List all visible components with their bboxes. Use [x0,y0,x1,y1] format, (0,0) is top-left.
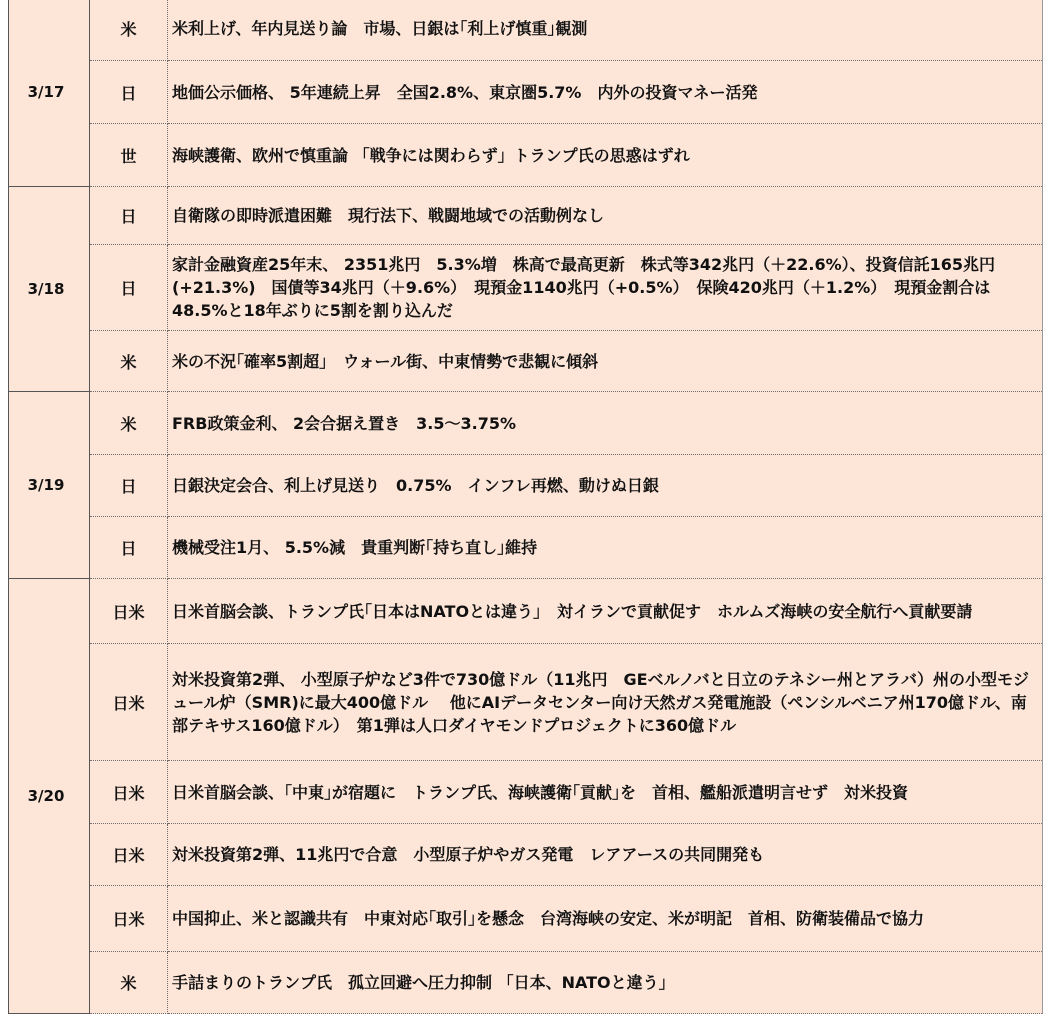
headline-cell: 手詰まりのトランプ氏 孤立回避へ圧力抑制 「日本、NATOと違う」 [168,952,1043,1014]
region-cell: 日 [90,187,168,245]
table-row [9,0,1043,61]
region-cell: 日米 [90,886,168,952]
date-cell: 3/19 [9,392,90,579]
headline-cell: 対米投資第2弾、11兆円で合意 小型原子炉やガス発電 レアアースの共同開発も [168,824,1043,886]
region-cell: 日米 [90,824,168,886]
region-cell: 米 [90,952,168,1014]
region-cell: 日 [90,245,168,331]
headline-cell: 海峡護衛、欧州で慎重論 「戦争には関わらず」トランプ氏の思惑はずれ [168,124,1043,187]
headline-cell: 自衛隊の即時派遣困難 現行法下、戦闘地域での活動例なし [168,187,1043,245]
region-cell: 米 [90,331,168,392]
region-cell: 日 [90,61,168,124]
region-cell: 世 [90,124,168,187]
headline-cell: 日銀決定会合、利上げ見送り 0.75% インフレ再燃、動けぬ日銀 [168,455,1043,517]
table-row [9,886,1043,952]
region-cell: 米 [90,0,168,61]
table-row [9,455,1043,517]
table-row [9,245,1043,331]
headline-cell: 対米投資第2弾、 小型原子炉など3件で730億ドル（11兆円 GEベルノバと日立のテネシー州とアラバ）州の小型モジュール炉（SMR)に最大400億ドル 他にAIデータセンター向け天然ガス発電施設（ペンシルベニア州170億ドル、南部テキサス160億ドル） 第1弾は人口ダイヤモンドプロジェクトに360億ドル [168,644,1043,761]
table-row [9,331,1043,392]
table-row [9,579,1043,644]
date-cell: 3/17 [9,0,90,187]
region-cell: 日米 [90,644,168,761]
headline-cell: 地価公示価格、 5年連続上昇 全国2.8%、東京圏5.7% 内外の投資マネー活発 [168,61,1043,124]
table-row [9,824,1043,886]
headline-cell: 米の不況｢確率5割超｣ ウォール街、中東情勢で悲観に傾斜 [168,331,1043,392]
headline-cell: 家計金融資産25年末、 2351兆円 5.3%増 株高で最高更新 株式等342兆円（＋22.6%）、投資信託165兆円(+21.3%) 国債等34兆円（＋9.6%） 現預金1140兆円（+0.5%） 保険420兆円（＋1.2%） 現預金割合は48.5%と18年ぶりに5割を割り込んだ [168,245,1043,331]
headline-cell: 日米首脳会談、トランプ氏｢日本はNATOとは違う｣ 対イランで貢献促す ホルムズ海峡の安全航行へ貢献要請 [168,579,1043,644]
table-row [9,392,1043,455]
news-table [8,0,1043,1014]
date-cell: 3/18 [9,187,90,392]
headline-cell: 日米首脳会談、｢中東｣が宿題に トランプ氏、海峡護衛｢貢献｣を 首相、艦船派遣明言せず 対米投資 [168,761,1043,824]
table-row [9,124,1043,187]
headline-cell: FRB政策金利、 2会合据え置き 3.5～3.75% [168,392,1043,455]
headline-cell: 中国抑止、米と認識共有 中東対応｢取引｣を懸念 台湾海峡の安定、米が明記 首相、防衛装備品で協力 [168,886,1043,952]
headline-cell: 機械受注1月、 5.5%減 貴重判断｢持ち直し｣維持 [168,517,1043,579]
headline-cell: 米利上げ、年内見送り論 市場、日銀は｢利上げ慎重｣観測 [168,0,1043,61]
region-cell: 日米 [90,761,168,824]
region-cell: 日 [90,517,168,579]
table-row [9,517,1043,579]
region-cell: 日 [90,455,168,517]
table-row [9,952,1043,1014]
region-cell: 米 [90,392,168,455]
table-row [9,644,1043,761]
date-cell: 3/20 [9,579,90,1014]
region-cell: 日米 [90,579,168,644]
table-row [9,61,1043,124]
table-row [9,187,1043,245]
table-row [9,761,1043,824]
